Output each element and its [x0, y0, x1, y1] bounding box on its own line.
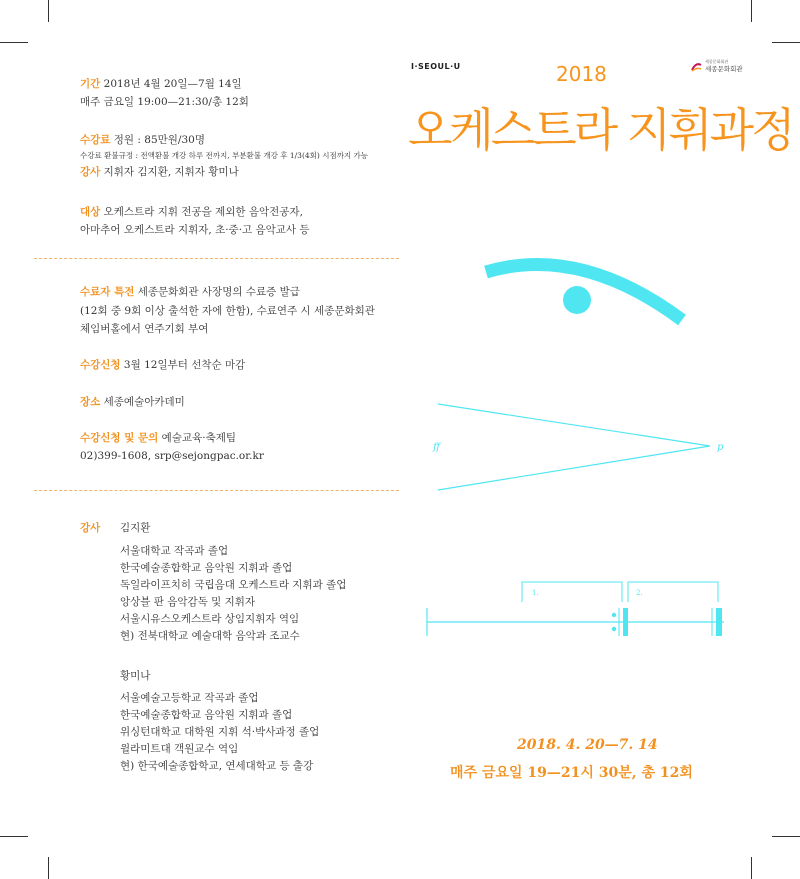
dynamic-p: p [717, 442, 724, 453]
period-label: 기간 [80, 78, 101, 90]
page-title: 오케스트라 지휘과정 [408, 103, 793, 157]
sejong-logo-top: 세종문화회관 [705, 59, 729, 64]
crop-mark [48, 857, 49, 879]
year: 2018 [556, 62, 607, 86]
arc-graphic [470, 246, 700, 326]
instructor-summary [80, 164, 239, 180]
bio-line: 현) 한국예술종합학교, 연세대학교 등 출강 [120, 760, 314, 772]
crop-mark [751, 857, 752, 879]
crop-mark [0, 836, 28, 837]
benefits-line-2: (12회 중 9회 이상 출석한 자에 한함), 수료연주 시 세종문화회관 [80, 305, 375, 317]
footer-dates: 2018. 4. 20—7. 14 [517, 737, 658, 753]
divider [34, 258, 399, 259]
instructor-label: 강사 [80, 166, 101, 178]
apply-label: 수강신청 [80, 359, 121, 371]
instructor-name-2: 황미나 [120, 670, 151, 682]
bio-line: 서울예술고등학교 작곡과 졸업 [120, 692, 259, 704]
apply-value: 3월 12일부터 선착순 마감 [123, 359, 246, 371]
target-value: 오케스트라 지휘 전공을 제외한 음악전공자, [103, 206, 303, 218]
divider [34, 490, 399, 491]
sejong-logo-text: 세종문화회관 [705, 65, 743, 73]
contact-phone: 02)399-1608, srp@sejongpac.or.kr [80, 450, 264, 462]
bio-line: 위싱턴대학교 대학원 지휘 석·박사과정 졸업 [120, 726, 320, 738]
target-label: 대상 [80, 206, 101, 218]
contact-label: 수강신청 및 문의 [80, 432, 159, 444]
footer-schedule: 매주 금요일 19—21시 30분, 총 12회 [450, 765, 693, 781]
instructor-value: 지휘자 김지환, 지휘자 황미나 [103, 166, 239, 178]
place-label: 장소 [80, 396, 101, 408]
apply [80, 357, 245, 373]
benefits-line-3: 체임버홀에서 연주기회 부여 [80, 323, 209, 335]
crop-mark [0, 42, 28, 43]
place [80, 394, 185, 410]
decrescendo-graphic [430, 398, 730, 498]
repeat-staff-graphic [426, 578, 736, 638]
bio-line: 한국예술종합학교 음악원 지휘과 졸업 [120, 709, 293, 721]
crop-mark [48, 0, 49, 22]
instructors-label [80, 520, 100, 536]
period [80, 76, 242, 92]
crop-mark [772, 836, 800, 837]
crop-mark [772, 42, 800, 43]
period-value: 2018년 4월 20일—7월 14일 [103, 78, 242, 90]
crop-mark [751, 0, 752, 22]
fee-value: 정원 : 85만원/30명 [113, 134, 205, 146]
place-value: 세종예술아카데미 [103, 396, 185, 408]
fee [80, 132, 205, 148]
volta-2-label: 2. [636, 589, 643, 597]
volta-1-label: 1. [532, 589, 539, 597]
bio-line: 독일라이프치히 국립음대 오케스트라 지휘과 졸업 [120, 579, 347, 591]
instructor-bio-1 [120, 543, 346, 645]
sejong-logo-icon [690, 61, 702, 73]
benefits [80, 284, 300, 300]
bio-line: 서울시유스오케스트라 상임지휘자 역임 [120, 613, 300, 625]
fee-refund: 수강료 환불규정 : 전액환불 개강 하루 전까지, 부분환불 개강 후 1/3(4회) 시점까지 가능 [80, 151, 369, 160]
target-value-2: 아마추어 오케스트라 지휘자, 초·중·고 음악교사 등 [80, 224, 310, 236]
bio-line: 한국예술종합학교 음악원 지휘과 졸업 [120, 562, 293, 574]
dynamic-ff: ff [433, 442, 441, 453]
bio-line: 윌라미트대 객원교수 역임 [120, 743, 239, 755]
seoul-logo: I·SEOUL·U [411, 62, 461, 71]
contact-value: 예술교육·축제팀 [161, 432, 236, 444]
contact [80, 430, 236, 446]
bio-line: 서울대학교 작곡과 졸업 [120, 545, 229, 557]
cyan-dot [563, 286, 591, 314]
benefits-label: 수료자 특전 [80, 286, 135, 298]
sejong-logo [690, 59, 746, 75]
period-detail: 매주 금요일 19:00—21:30/총 12회 [80, 96, 249, 108]
instructor-bio-2 [120, 690, 319, 775]
instructor-name-1: 김지환 [120, 522, 151, 534]
target [80, 204, 303, 220]
instructors-label-text: 강사 [80, 522, 101, 534]
fee-label: 수강료 [80, 134, 111, 146]
bio-line: 앙상블 판 음악감독 및 지휘자 [120, 596, 256, 608]
bio-line: 현) 전북대학교 예술대학 음악과 조교수 [120, 630, 300, 642]
benefits-line-1: 세종문화회관 사장명의 수료증 발급 [137, 286, 300, 298]
